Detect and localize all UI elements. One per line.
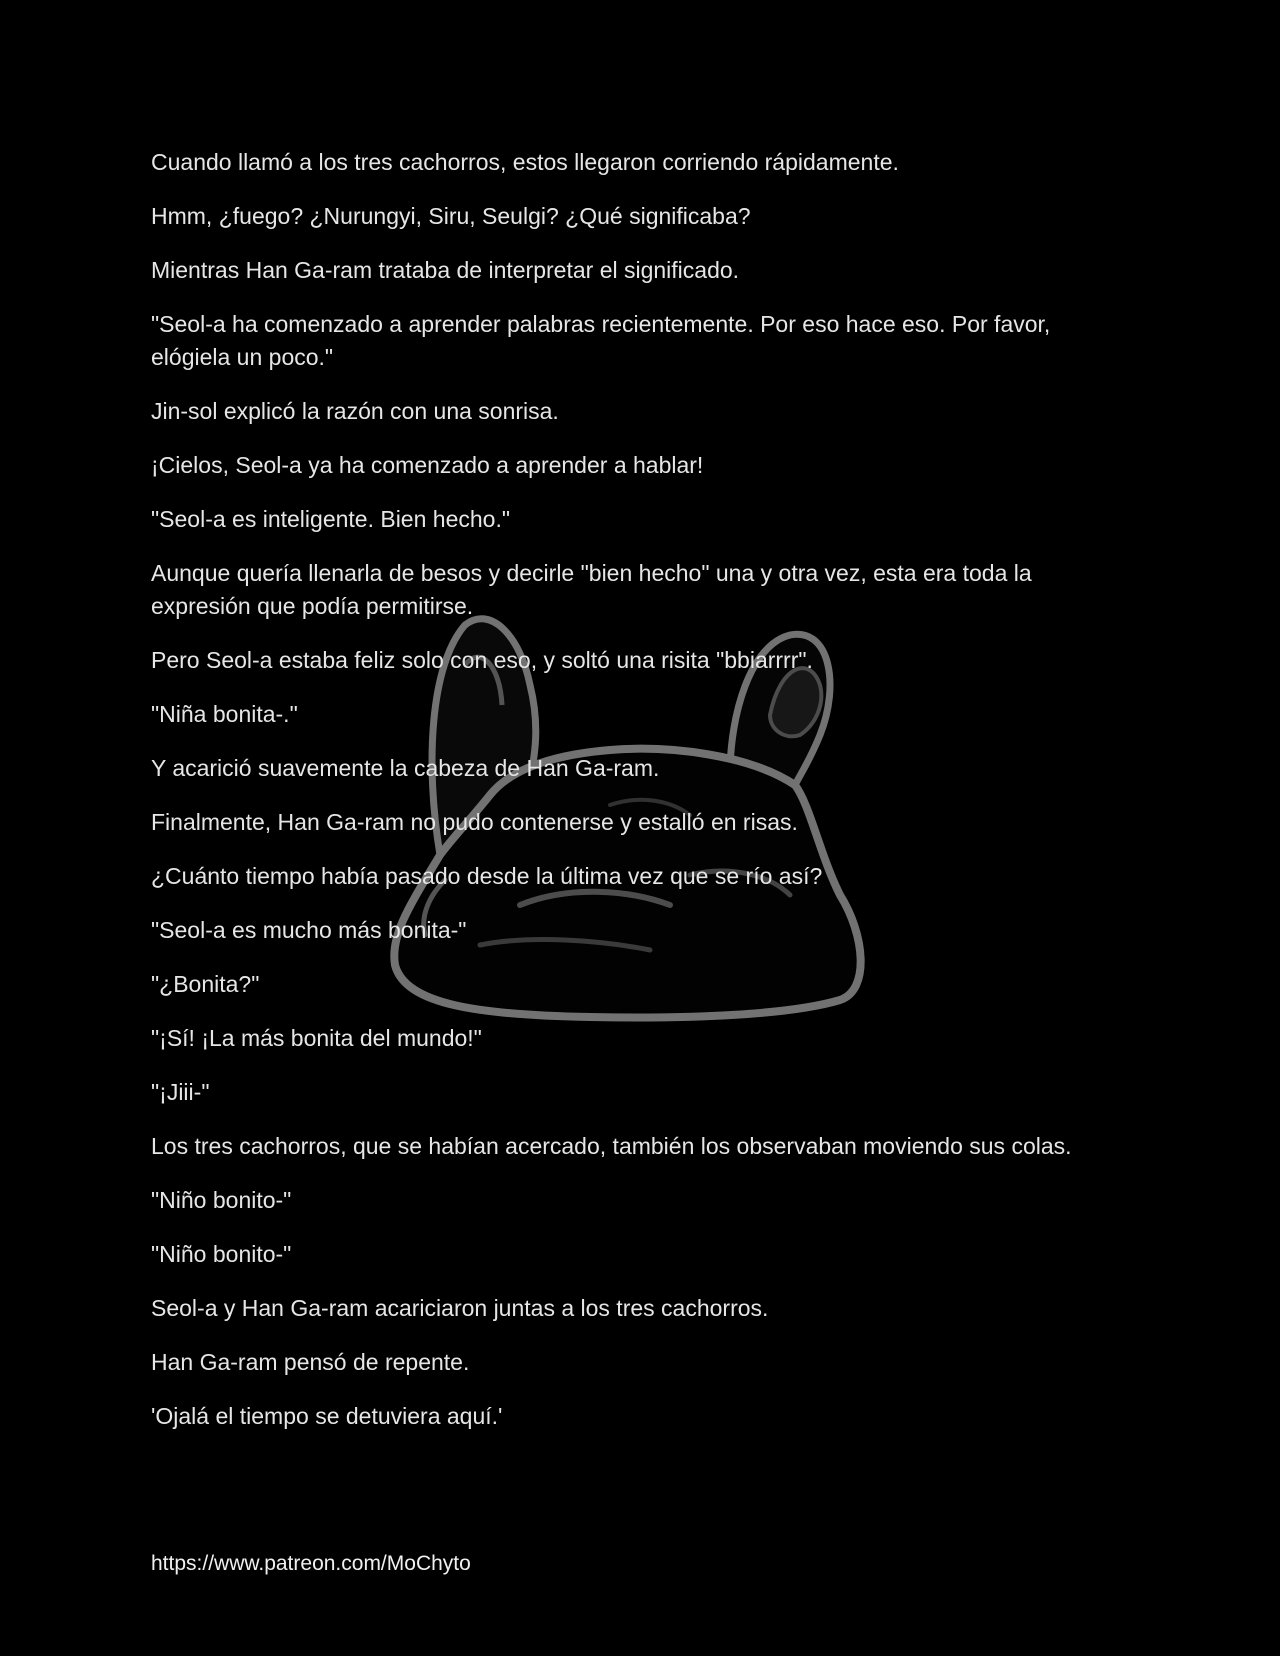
paragraph: Los tres cachorros, que se habían acercado, también los observaban moviendo sus colas. <box>151 1133 1072 1159</box>
paragraph: ¡Cielos, Seol-a ya ha comenzado a aprender a hablar! <box>151 452 704 478</box>
paragraph: "Niña bonita-." <box>151 701 298 727</box>
paragraph: Jin-sol explicó la razón con una sonrisa. <box>151 398 559 424</box>
paragraph: ¿Cuánto tiempo había pasado desde la última vez que se río así? <box>151 863 823 889</box>
paragraph: Cuando llamó a los tres cachorros, estos llegaron corriendo rápidamente. <box>151 149 899 175</box>
story-text <box>151 146 1131 1454</box>
paragraph: "¡Sí! ¡La más bonita del mundo!" <box>151 1025 482 1051</box>
paragraph: Finalmente, Han Ga-ram no pudo contenerse y estalló en risas. <box>151 809 798 835</box>
paragraph: "¿Bonita?" <box>151 971 260 997</box>
paragraph: Y acarició suavemente la cabeza de Han Ga-ram. <box>151 755 660 781</box>
paragraph: Seol-a y Han Ga-ram acariciaron juntas a los tres cachorros. <box>151 1295 769 1321</box>
paragraph: Han Ga-ram pensó de repente. <box>151 1349 470 1375</box>
paragraph: "Niño bonito-" <box>151 1187 292 1213</box>
paragraph: "Seol-a ha comenzado a aprender palabras recientemente. Por eso hace eso. Por favor, elógiela un poco." <box>151 311 1051 370</box>
paragraph: "Seol-a es inteligente. Bien hecho." <box>151 506 511 532</box>
paragraph: Pero Seol-a estaba feliz solo con eso, y soltó una risita "bbiarrrr". <box>151 647 813 673</box>
paragraph: Mientras Han Ga-ram trataba de interpretar el significado. <box>151 257 740 283</box>
paragraph: 'Ojalá el tiempo se detuviera aquí.' <box>151 1403 503 1429</box>
paragraph: "Niño bonito-" <box>151 1241 292 1267</box>
paragraph: Aunque quería llenarla de besos y decirle "bien hecho" una y otra vez, esta era toda la expresión que podía permitirse. <box>151 560 1032 619</box>
paragraph: Hmm, ¿fuego? ¿Nurungyi, Siru, Seulgi? ¿Qué significaba? <box>151 203 751 229</box>
paragraph: "Seol-a es mucho más bonita-" <box>151 917 467 943</box>
patreon-link[interactable]: https://www.patreon.com/MoChyto <box>151 1552 471 1575</box>
paragraph: "¡Jiii-" <box>151 1079 210 1105</box>
